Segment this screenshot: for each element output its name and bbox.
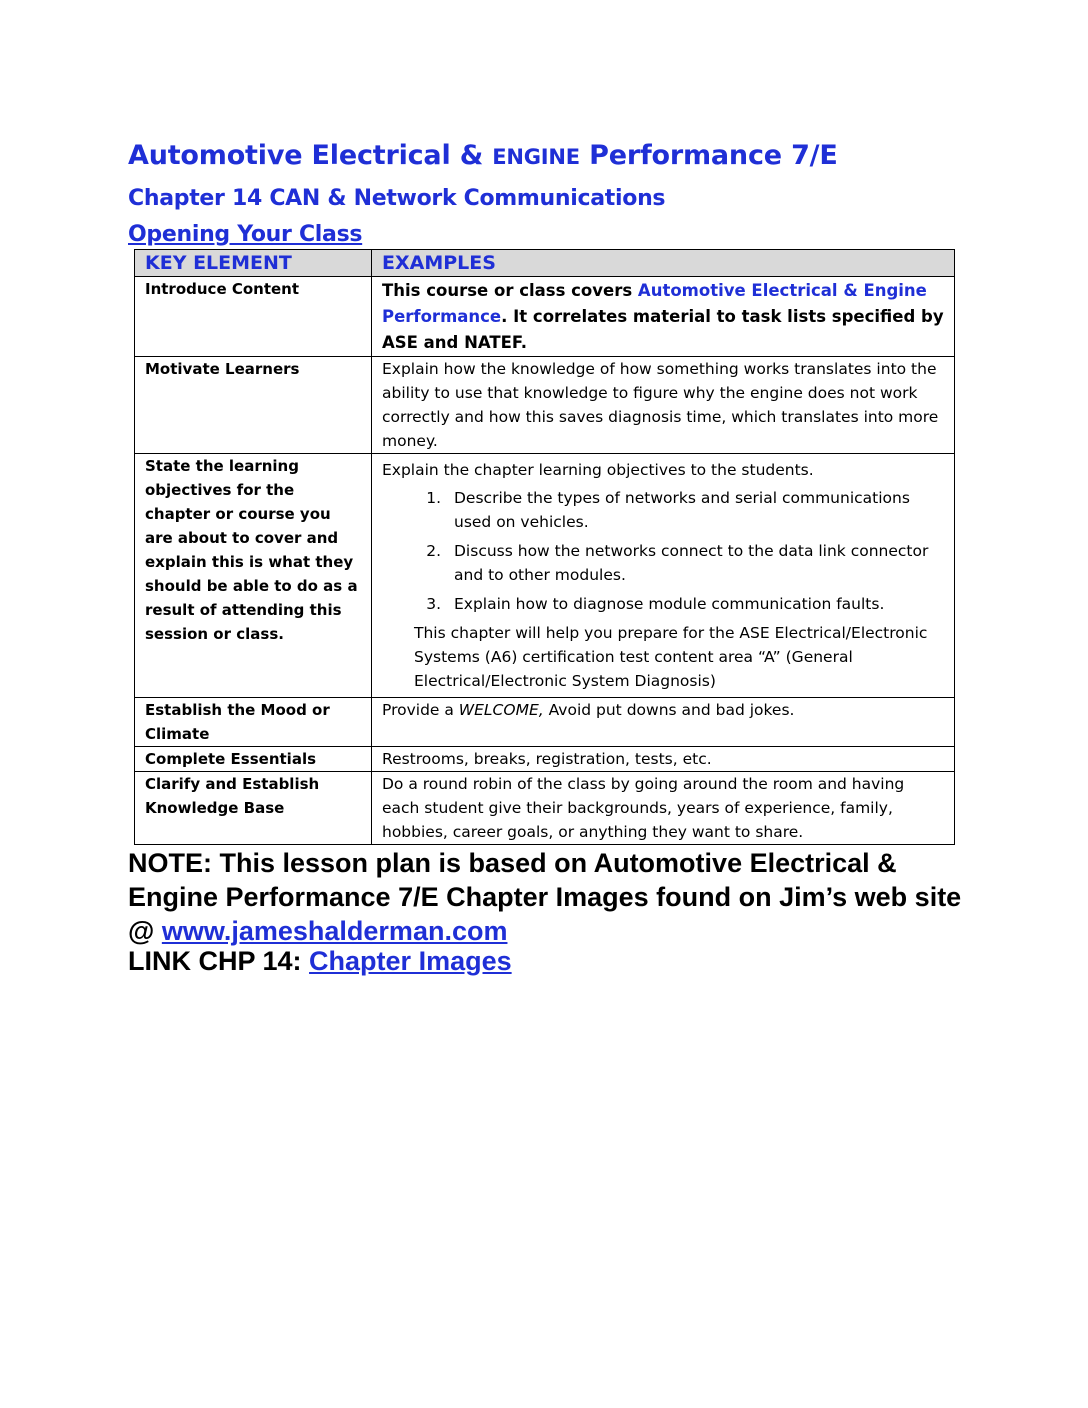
table-header-row: [135, 250, 955, 277]
column-header-examples: EXAMPLES: [372, 250, 955, 277]
link-label: LINK CHP 14:: [128, 946, 310, 976]
chapter-title: Chapter 14 CAN & Network Communications: [128, 186, 666, 211]
objectives-intro: Explain the chapter learning objectives to the students.: [382, 461, 814, 479]
ase-note: This chapter will help you prepare for the ASE Electrical/Electronic Systems (A6) certification test content area “A” (General Electrical/Electronic System Diagnosis): [414, 624, 928, 690]
column-header-key-element: KEY ELEMENT: [135, 250, 372, 277]
section-title: Opening Your Class: [128, 222, 363, 247]
list-item: 1. Describe the types of networks and serial communications used on vehicles.: [446, 486, 946, 534]
intro-text-before: This course or class covers: [382, 281, 638, 300]
table-row: [135, 772, 955, 845]
table-row: [135, 698, 955, 747]
row-key: Introduce Content: [135, 277, 372, 357]
table-row: [135, 747, 955, 772]
list-item: 3. Explain how to diagnose module communication faults.: [446, 592, 946, 616]
intro-course-name: Automotive Electrical & Engine Performance: [382, 281, 927, 326]
title-part2: Performance 7/E: [579, 140, 838, 171]
title-part1: Automotive Electrical &: [128, 140, 493, 171]
row-key: Complete Essentials: [135, 747, 372, 772]
chapter-link-line: [128, 944, 512, 978]
mood-welcome: WELCOME,: [458, 701, 544, 719]
row-key: Clarify and Establish Knowledge Base: [135, 772, 372, 845]
row-example: Restrooms, breaks, registration, tests, etc.: [372, 747, 955, 772]
list-item: 2. Discuss how the networks connect to the data link connector and to other modules.: [446, 539, 946, 587]
chapter-images-link[interactable]: Chapter Images: [309, 946, 512, 976]
lesson-plan-table: [134, 249, 955, 845]
table-row: [135, 357, 955, 454]
website-link[interactable]: www.jameshalderman.com: [161, 916, 508, 946]
intro-text-after: . It correlates material to task lists specified by ASE and NATEF.: [382, 307, 944, 352]
table-row: [135, 454, 955, 698]
document-title: [128, 140, 838, 171]
row-example: Explain how the knowledge of how something works translates into the ability to use that knowledge to figure why the engine does not work correctly and how this saves diagnosis time, which translates into more money.: [372, 357, 955, 454]
row-example: [372, 454, 955, 698]
row-key: State the learning objectives for the chapter or course you are about to cover and explain this is what they should be able to do as a result of attending this session or class.: [135, 454, 372, 698]
objectives-list: [382, 486, 946, 616]
mood-text-before: Provide a: [382, 701, 459, 719]
row-key: Establish the Mood or Climate: [135, 698, 372, 747]
mood-text-after: Avoid put downs and bad jokes.: [543, 701, 795, 719]
table-row: [135, 277, 955, 357]
title-engine: ENGINE: [492, 145, 580, 169]
row-example: [372, 698, 955, 747]
row-key: Motivate Learners: [135, 357, 372, 454]
row-example: Do a round robin of the class by going around the room and having each student give their backgrounds, years of experience, family, hobbies, career goals, or anything they want to share.: [372, 772, 955, 845]
row-example: [372, 277, 955, 357]
note-text: NOTE: This lesson plan is based on Automotive Electrical & Engine Performance 7/E Chapter Images found on Jim’s web site @: [128, 848, 962, 946]
lesson-plan-note: [128, 846, 968, 948]
